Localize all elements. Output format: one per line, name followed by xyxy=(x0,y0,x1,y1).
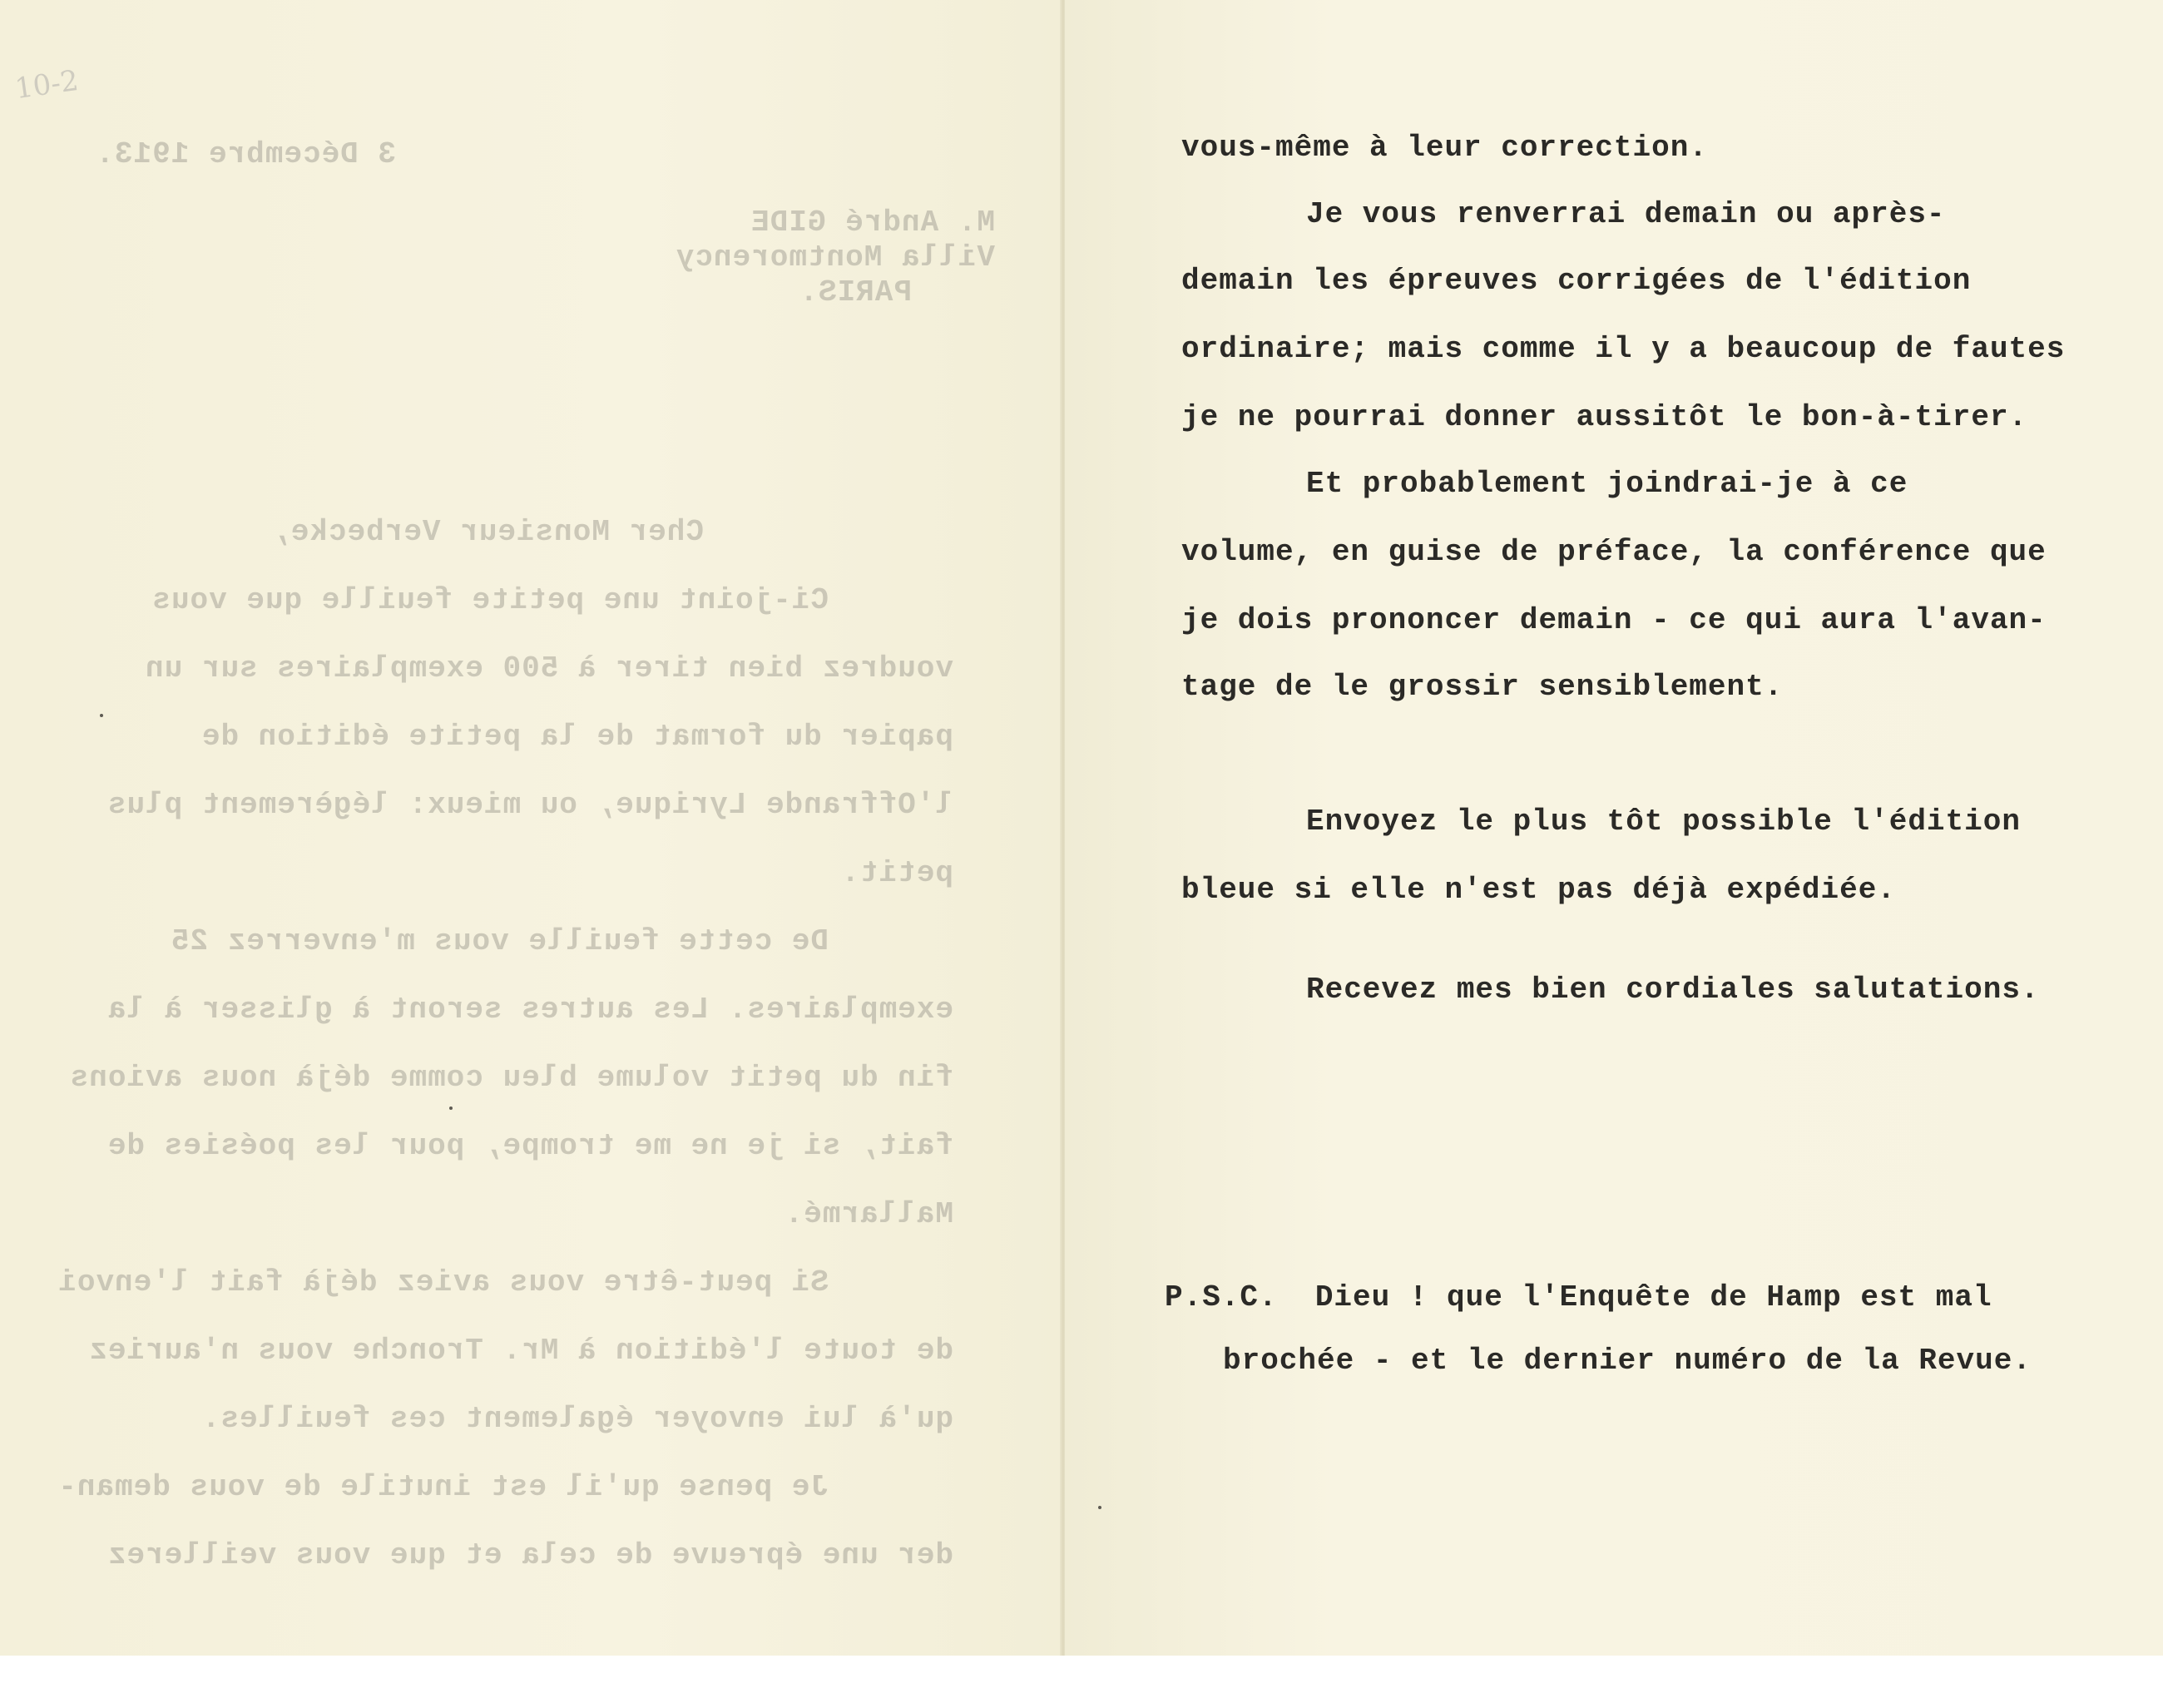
letter-line: tage de le grossir sensiblement. xyxy=(1181,670,1784,704)
ink-speck xyxy=(449,1106,453,1110)
bleed-line: papier du format de la petite édition de xyxy=(200,720,953,754)
bleed-line: der une épreuve de cela et que vous veillerez xyxy=(106,1538,953,1572)
bleed-through-text xyxy=(0,0,1062,1656)
bleed-line: voudrez bien tirer à 500 exemplaires sur un xyxy=(145,651,953,686)
bleed-line: Si peut-être vous aviez déjà fait l'envoi xyxy=(57,1265,829,1300)
bleed-line-city: PARIS. xyxy=(799,275,912,309)
bleed-line-address: Villa Montmorency xyxy=(675,240,995,275)
bleed-line: Ci-joint une petite feuille que vous xyxy=(151,583,829,617)
letter-line: volume, en guise de préface, la conférence que xyxy=(1181,535,2047,569)
ink-speck xyxy=(1098,1506,1101,1509)
bleed-line-salutation: Cher Monsieur Verbecke, xyxy=(271,515,704,549)
ink-speck xyxy=(100,714,103,717)
bleed-line-date: 3 Décembre 1913. xyxy=(95,137,396,171)
letter-line: Je vous renverrai demain ou après- xyxy=(1306,197,1946,231)
bleed-line: l'Offrande Lyrique, ou mieux: légèrement plus xyxy=(106,788,953,822)
bleed-line: petit. xyxy=(840,856,953,890)
pencil-note: 10-2 xyxy=(12,63,81,106)
letter-line: je ne pourrai donner aussitôt le bon-à-tirer. xyxy=(1181,400,2028,434)
closing-salutation: Recevez mes bien cordiales salutations. xyxy=(1306,973,2040,1007)
letter-line: je dois prononcer demain - ce qui aura l'avan- xyxy=(1181,603,2047,637)
letter-line: Et probablement joindrai-je à ce xyxy=(1306,467,1908,501)
letter-line: Envoyez le plus tôt possible l'édition xyxy=(1306,804,2021,839)
bleed-line: exemplaires. Les autres seront à glisser à la xyxy=(106,993,953,1027)
right-page xyxy=(1065,0,2163,1656)
bleed-line: de toute l'édition à Mr. Tronche vous n'auriez xyxy=(88,1334,953,1368)
postscript-line: brochée - et le dernier numéro de la Revue. xyxy=(1223,1344,2032,1378)
bleed-line-addressee: M. André GIDE xyxy=(750,205,995,240)
letter-line: ordinaire; mais comme il y a beaucoup de fautes xyxy=(1181,332,2066,366)
letter-line: vous-même à leur correction. xyxy=(1181,131,1708,165)
letter-line: demain les épreuves corrigées de l'édition xyxy=(1181,264,1972,298)
left-page xyxy=(0,0,1062,1656)
bleed-line: fait, si je ne me trompe, pour les poésies de xyxy=(106,1129,953,1163)
bleed-line: De cette feuille vous m'enverrez 25 xyxy=(170,924,829,958)
postscript-line: P.S.C. Dieu ! que l'Enquête de Hamp est mal xyxy=(1165,1280,1992,1314)
bleed-line: qu'à lui envoyer également ces feuilles. xyxy=(200,1402,953,1436)
bleed-line: Mallarmé. xyxy=(784,1197,953,1231)
letter-line: bleue si elle n'est pas déjà expédiée. xyxy=(1181,873,1896,907)
bleed-line: Je pense qu'il est inutile de vous deman- xyxy=(57,1470,829,1504)
bleed-line: fin du petit volume bleu comme déjà nous avions xyxy=(69,1061,953,1095)
